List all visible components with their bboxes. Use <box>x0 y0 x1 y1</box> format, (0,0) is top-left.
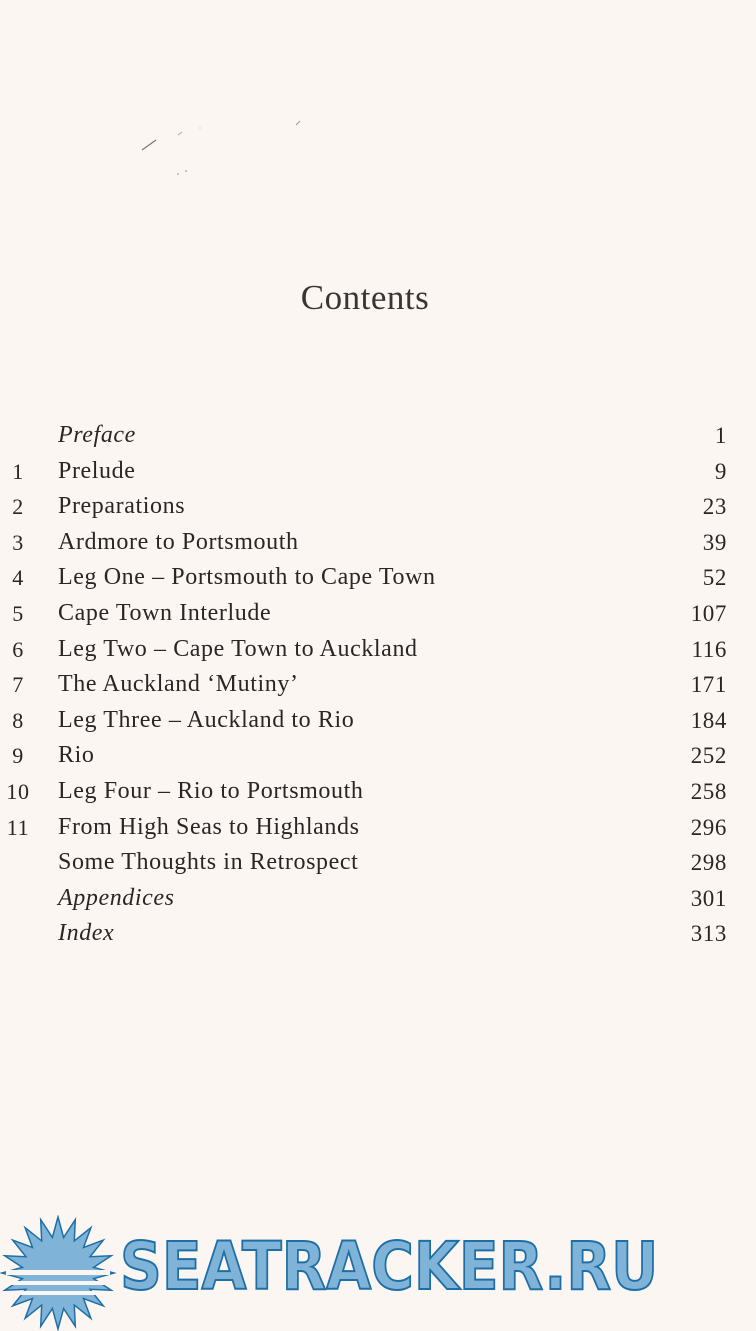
toc-entry <box>0 596 756 632</box>
chapter-number: 7 <box>12 672 24 698</box>
page-number: 296 <box>690 814 727 840</box>
chapter-number: 10 <box>6 778 30 804</box>
chapter-title: Index <box>58 920 115 947</box>
chapter-title: Some Thoughts in Retrospect <box>58 849 359 876</box>
chapter-title: Leg One – Portsmouth to Cape Town <box>58 564 436 591</box>
page-number: 23 <box>702 494 727 520</box>
chapter-number: 4 <box>12 565 24 591</box>
chapter-number: 11 <box>6 814 30 840</box>
page-title: Contents <box>300 278 430 317</box>
chapter-number: 5 <box>12 600 24 626</box>
page-number: 184 <box>690 707 727 733</box>
scan-specks <box>130 110 330 190</box>
toc-entry <box>0 632 756 668</box>
toc-entry <box>0 454 756 490</box>
chapter-title: Leg Four – Rio to Portsmouth <box>58 777 364 804</box>
toc-entry <box>0 810 756 846</box>
toc-entry <box>0 774 756 810</box>
page-number: 258 <box>690 778 727 804</box>
chapter-title: Ardmore to Portsmouth <box>58 528 299 555</box>
toc-entry <box>0 489 756 525</box>
page-number: 116 <box>691 636 727 662</box>
chapter-number: 3 <box>12 529 24 555</box>
toc-entry <box>0 881 756 917</box>
chapter-title: From High Seas to Highlands <box>58 813 360 840</box>
chapter-title: Leg Two – Cape Town to Auckland <box>58 635 418 662</box>
chapter-title: The Auckland ‘Mutiny’ <box>58 671 299 698</box>
toc-entry <box>0 560 756 596</box>
page-number: 171 <box>690 672 727 698</box>
chapter-number: 1 <box>12 458 24 484</box>
page-number: 9 <box>714 458 727 484</box>
toc-entry <box>0 845 756 881</box>
toc-entry <box>0 738 756 774</box>
toc-entry <box>0 703 756 739</box>
chapter-number: 2 <box>12 494 24 520</box>
toc-entry <box>0 418 756 454</box>
page-number: 107 <box>690 600 727 626</box>
sun-over-sea-icon <box>2 1217 114 1329</box>
chapter-title: Preparations <box>58 493 186 520</box>
page-number: 1 <box>714 423 727 448</box>
toc-entry <box>0 916 756 952</box>
watermark-text: SEATRACKER.RU <box>120 1228 659 1305</box>
chapter-title: Prelude <box>58 457 136 484</box>
page-number: 298 <box>690 850 727 876</box>
chapter-title: Appendices <box>58 884 175 911</box>
page-number: 313 <box>690 921 727 947</box>
chapter-number: 8 <box>12 707 24 733</box>
page-number: 252 <box>690 743 727 769</box>
chapter-title: Preface <box>58 422 136 448</box>
page-number: 39 <box>702 529 727 555</box>
toc-entry <box>0 525 756 561</box>
chapter-title: Cape Town Interlude <box>58 599 272 626</box>
page-number: 52 <box>702 565 727 591</box>
table-of-contents <box>0 418 756 952</box>
toc-entry <box>0 667 756 703</box>
chapter-number: 9 <box>12 743 24 769</box>
chapter-title: Leg Three – Auckland to Rio <box>58 706 355 733</box>
page-number: 301 <box>690 885 727 911</box>
chapter-title: Rio <box>58 742 95 769</box>
chapter-number: 6 <box>12 636 24 662</box>
